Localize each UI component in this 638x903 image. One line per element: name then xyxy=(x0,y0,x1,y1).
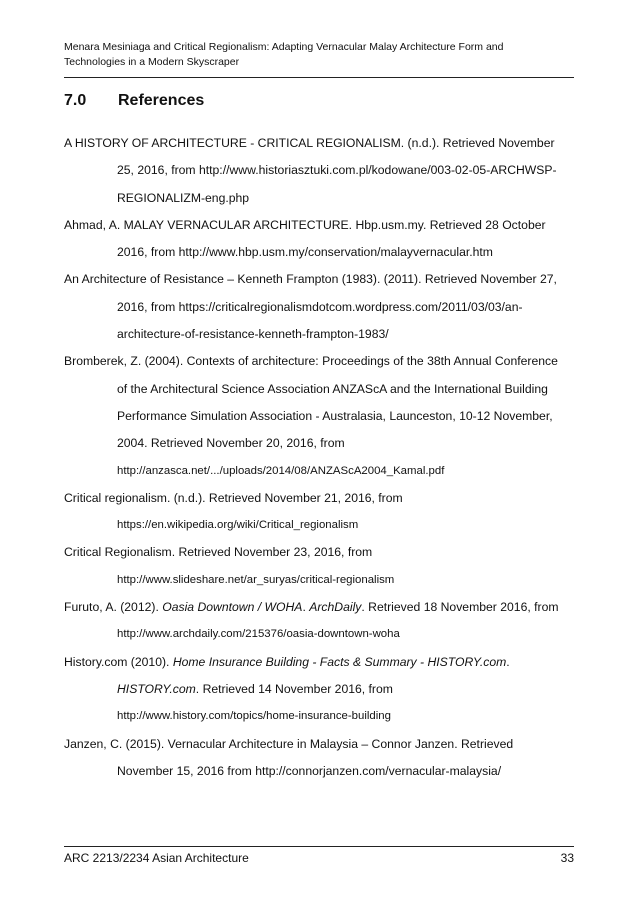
reference-list xyxy=(64,130,574,785)
reference-entry xyxy=(64,539,574,594)
reference-entry xyxy=(64,130,574,212)
reference-text: . Retrieved 14 November 2016, from xyxy=(195,681,393,696)
reference-line: A HISTORY OF ARCHITECTURE - CRITICAL REGIONALISM. (n.d.). Retrieved November xyxy=(64,136,555,150)
reference-entry xyxy=(64,266,574,348)
section-title: References xyxy=(118,92,205,109)
reference-line: 2004. Retrieved November 20, 2016, from xyxy=(117,436,345,451)
reference-text: Furuto, A. (2012). xyxy=(64,600,163,615)
section-number: 7.0 xyxy=(64,92,87,109)
reference-italic-title: Oasia Downtown / WOHA xyxy=(162,600,303,615)
running-header-line-1: Menara Mesiniaga and Critical Regionalism: Adapting Vernacular Malay Architecture Form and xyxy=(64,41,504,53)
reference-italic-site: HISTORY.com xyxy=(117,681,196,696)
reference-line: of the Architectural Science Association ANZAScA and the International Building xyxy=(117,381,548,396)
reference-text: . Retrieved 18 November 2016, from xyxy=(361,600,559,615)
reference-line xyxy=(64,594,574,621)
reference-entry xyxy=(64,485,574,540)
reference-italic-title: Home Insurance Building - Facts & Summary - HISTORY.com xyxy=(172,654,507,669)
section-heading xyxy=(64,90,204,112)
header-rule xyxy=(64,77,574,78)
reference-entry xyxy=(64,649,574,731)
reference-line xyxy=(64,649,574,676)
reference-line: 25, 2016, from http://www.historiasztuki.com.pl/kodowane/003-02-05-ARCHWSP- xyxy=(117,163,557,178)
reference-line: 2016, from https://criticalregionalismdotcom.wordpress.com/2011/03/03/an- xyxy=(117,299,523,314)
reference-line: Critical Regionalism. Retrieved November 23, 2016, from xyxy=(64,545,373,560)
running-header-line-2: Technologies in a Modern Skyscraper xyxy=(64,56,240,68)
reference-italic-site: ArchDaily xyxy=(309,600,362,615)
reference-text: . xyxy=(302,600,310,615)
reference-entry xyxy=(64,348,574,484)
footer-rule xyxy=(64,846,574,847)
reference-url: http://www.archdaily.com/215376/oasia-downtown-woha xyxy=(117,628,400,641)
reference-text: . xyxy=(506,654,510,669)
reference-entry xyxy=(64,731,574,786)
reference-line: Critical regionalism. (n.d.). Retrieved November 21, 2016, from xyxy=(64,490,403,505)
footer-course: ARC 2213/2234 Asian Architecture xyxy=(64,851,249,865)
reference-line: An Architecture of Resistance – Kenneth Frampton (1983). (2011). Retrieved November 27, xyxy=(64,272,557,287)
reference-url: http://anzasca.net/.../uploads/2014/08/ANZAScA2004_Kamal.pdf xyxy=(117,464,445,477)
reference-url: https://en.wikipedia.org/wiki/Critical_regionalism xyxy=(117,519,359,532)
reference-line: Performance Simulation Association - Australasia, Launceston, 10-12 November, xyxy=(117,408,553,423)
reference-line: architecture-of-resistance-kenneth-frampton-1983/ xyxy=(117,327,389,342)
reference-line: Ahmad, A. MALAY VERNACULAR ARCHITECTURE. Hbp.usm.my. Retrieved 28 October xyxy=(64,217,546,232)
page-number: 33 xyxy=(560,851,574,865)
running-header xyxy=(64,40,564,70)
reference-line: Bromberek, Z. (2004). Contexts of architecture: Proceedings of the 38th Annual Conference xyxy=(64,354,558,369)
reference-line: Janzen, C. (2015). Vernacular Architecture in Malaysia – Connor Janzen. Retrieved xyxy=(64,736,514,751)
reference-entry xyxy=(64,594,574,649)
reference-line: 2016, from http://www.hbp.usm.my/conservation/malayvernacular.htm xyxy=(117,245,493,260)
reference-line: REGIONALIZM-eng.php xyxy=(117,190,250,205)
reference-line: November 15, 2016 from http://connorjanzen.com/vernacular-malaysia/ xyxy=(117,763,502,778)
reference-line xyxy=(64,676,574,703)
reference-entry xyxy=(64,212,574,267)
reference-url: http://www.history.com/topics/home-insurance-building xyxy=(117,710,391,723)
reference-text: History.com (2010). xyxy=(64,654,173,669)
reference-url: http://www.slideshare.net/ar_suryas/critical-regionalism xyxy=(117,573,395,586)
